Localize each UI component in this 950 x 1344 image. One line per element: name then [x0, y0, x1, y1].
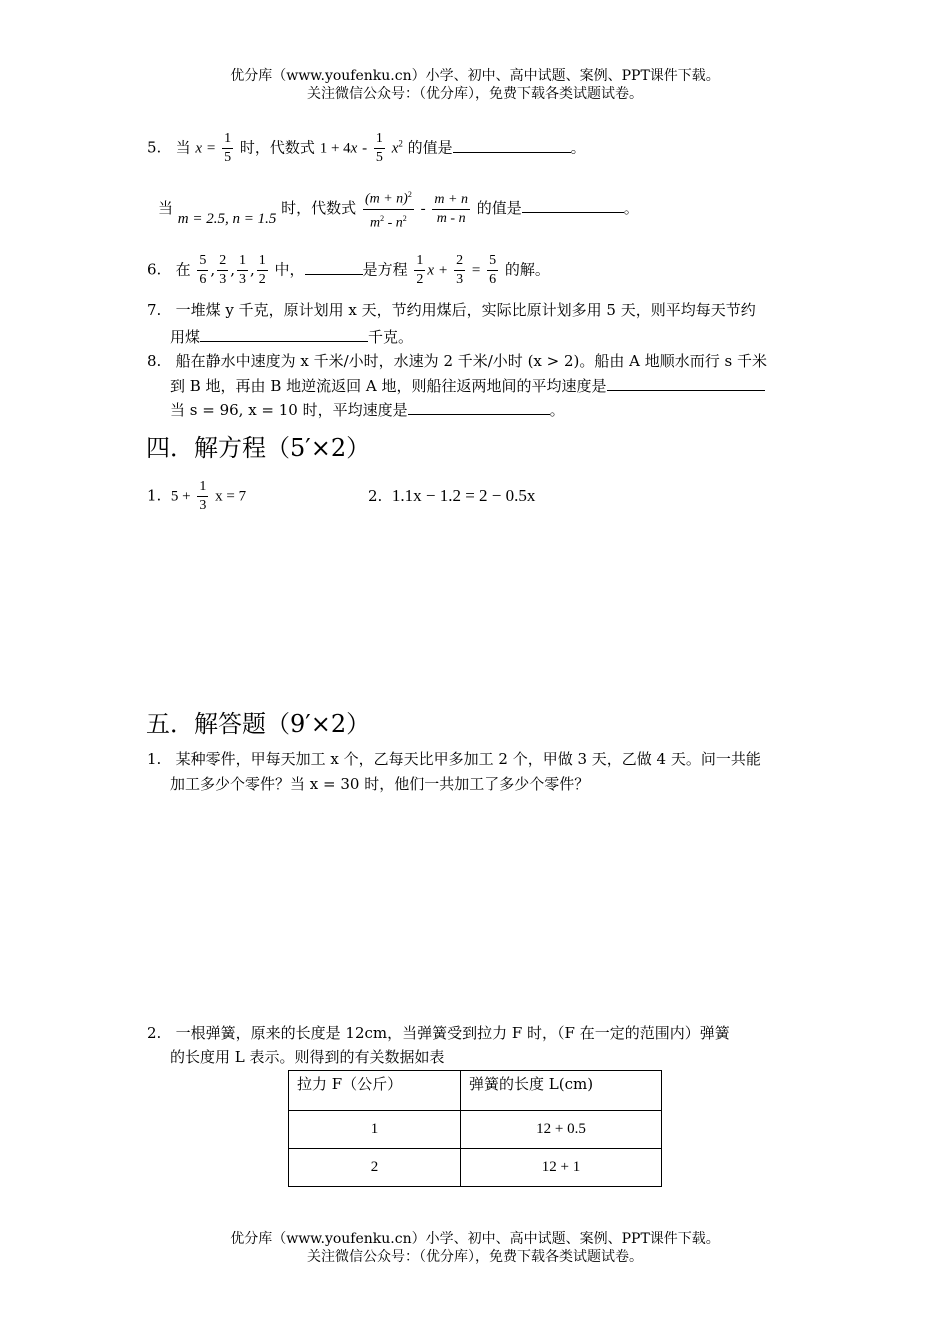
- problem-1-line-2: 加工多少个零件？当 x = 30 时，他们一共加工了多少个零件？: [170, 775, 590, 793]
- answer-blank[interactable]: [607, 376, 765, 391]
- question-8-number: 8.: [147, 352, 162, 370]
- table-cell: 12 + 0.5: [461, 1111, 662, 1149]
- equation-2: 2. 1.1x − 1.2 = 2 − 0.5x: [368, 486, 536, 505]
- answer-blank[interactable]: [200, 327, 368, 342]
- answer-blank[interactable]: [522, 198, 624, 213]
- answer-blank[interactable]: [453, 138, 571, 153]
- question-7-number: 7.: [147, 301, 162, 319]
- question-5b: 当 m = 2.5, n = 1.5 时，代数式 $\frac{(m + n)^2}{m^2 - n^2}$ - $\frac{m + n}{m - n}$ 的值是 。: [158, 186, 639, 232]
- question-5: 5. 当 x = $\frac{1}{5}$ 时，代数式 1 + 4x - $\frac{1}{5}$ $x^2$ 的值是 。: [147, 131, 586, 165]
- header-line-1: 优分库（www.youfenku.cn）小学、初中、高中试题、案例、PPT课件下载。: [230, 68, 720, 84]
- fraction-expression-2: $\frac{m + n}{m - n}$: [434, 191, 468, 226]
- fraction-expression-1: $\frac{(m + n)^2}{m^2 - n^2}$: [363, 186, 414, 232]
- question-8: 8. 船在静水中速度为 x 千米/小时，水速为 2 千米/小时 (x > 2)。船由 A 地顺水而行 s 千米: [147, 352, 767, 370]
- question-8-line-2: 到 B 地，再由 B 地逆流返回 A 地，则船往返两地间的平均速度是: [170, 375, 765, 396]
- footer-line-1: 优分库（www.youfenku.cn）小学、初中、高中试题、案例、PPT课件下载。: [230, 1231, 720, 1247]
- question-7: 7. 一堆煤 y 千克，原计划用 x 天，节约用煤后，实际比原计划多用 5 天，则平均每天节约: [147, 301, 756, 319]
- table-row: [289, 1149, 662, 1187]
- problem-1: 1. 某种零件，甲每天加工 x 个，乙每天比甲多加工 2 个，甲做 3 天，乙做 4 天。问一共能: [147, 750, 761, 768]
- table-header-row: [289, 1071, 662, 1111]
- data-table: [288, 1070, 662, 1187]
- problem-2: 2. 一根弹簧，原来的长度是 12cm，当弹簧受到拉力 F 时，（F 在一定的范围内）弹簧: [147, 1024, 730, 1042]
- problem-2-line-2: 的长度用 L 表示。则得到的有关数据如表: [170, 1048, 445, 1066]
- question-7-line-2: 用煤 千克。: [170, 328, 414, 346]
- question-8-line-3: 当 s = 96, x = 10 时，平均速度是 。: [170, 401, 565, 419]
- answer-blank[interactable]: [305, 260, 363, 275]
- fraction-one-fifth-b: $\frac{1}{5}$: [375, 131, 383, 165]
- table-header: 拉力 F（公斤）: [289, 1071, 461, 1111]
- table-row: [289, 1111, 662, 1149]
- equation-1: 1. 5 + $\frac{1}{3}$ x = 7: [147, 479, 247, 513]
- table-cell: 2: [289, 1149, 461, 1187]
- footer-line-2: 关注微信公众号：（优分库），免费下载各类试题试卷。: [307, 1249, 643, 1265]
- answer-blank[interactable]: [408, 400, 550, 415]
- section-5-title: 五．解答题（9′×2）: [146, 710, 371, 738]
- table-header: 弹簧的长度 L(cm): [461, 1071, 662, 1111]
- question-5-number: 5.: [147, 138, 162, 157]
- section-4-title: 四．解方程（5′×2）: [146, 434, 371, 462]
- question-6: 6. 在 $\frac{5}{6}$ , $\frac{2}{3}$ , $\frac{1}{3}$ , $\frac{1}{2}$ 中， 是方程 $\frac{1}{2}$ x + $\frac{2}{3}$ = $\frac{5}{6}$ 的解。: [147, 253, 550, 287]
- table-cell: 1: [289, 1111, 461, 1149]
- fraction-one-fifth: $\frac{1}{5}$: [224, 131, 232, 165]
- header-line-2: 关注微信公众号：（优分库），免费下载各类试题试卷。: [307, 86, 643, 102]
- table-cell: 12 + 1: [461, 1149, 662, 1187]
- question-6-number: 6.: [147, 260, 162, 279]
